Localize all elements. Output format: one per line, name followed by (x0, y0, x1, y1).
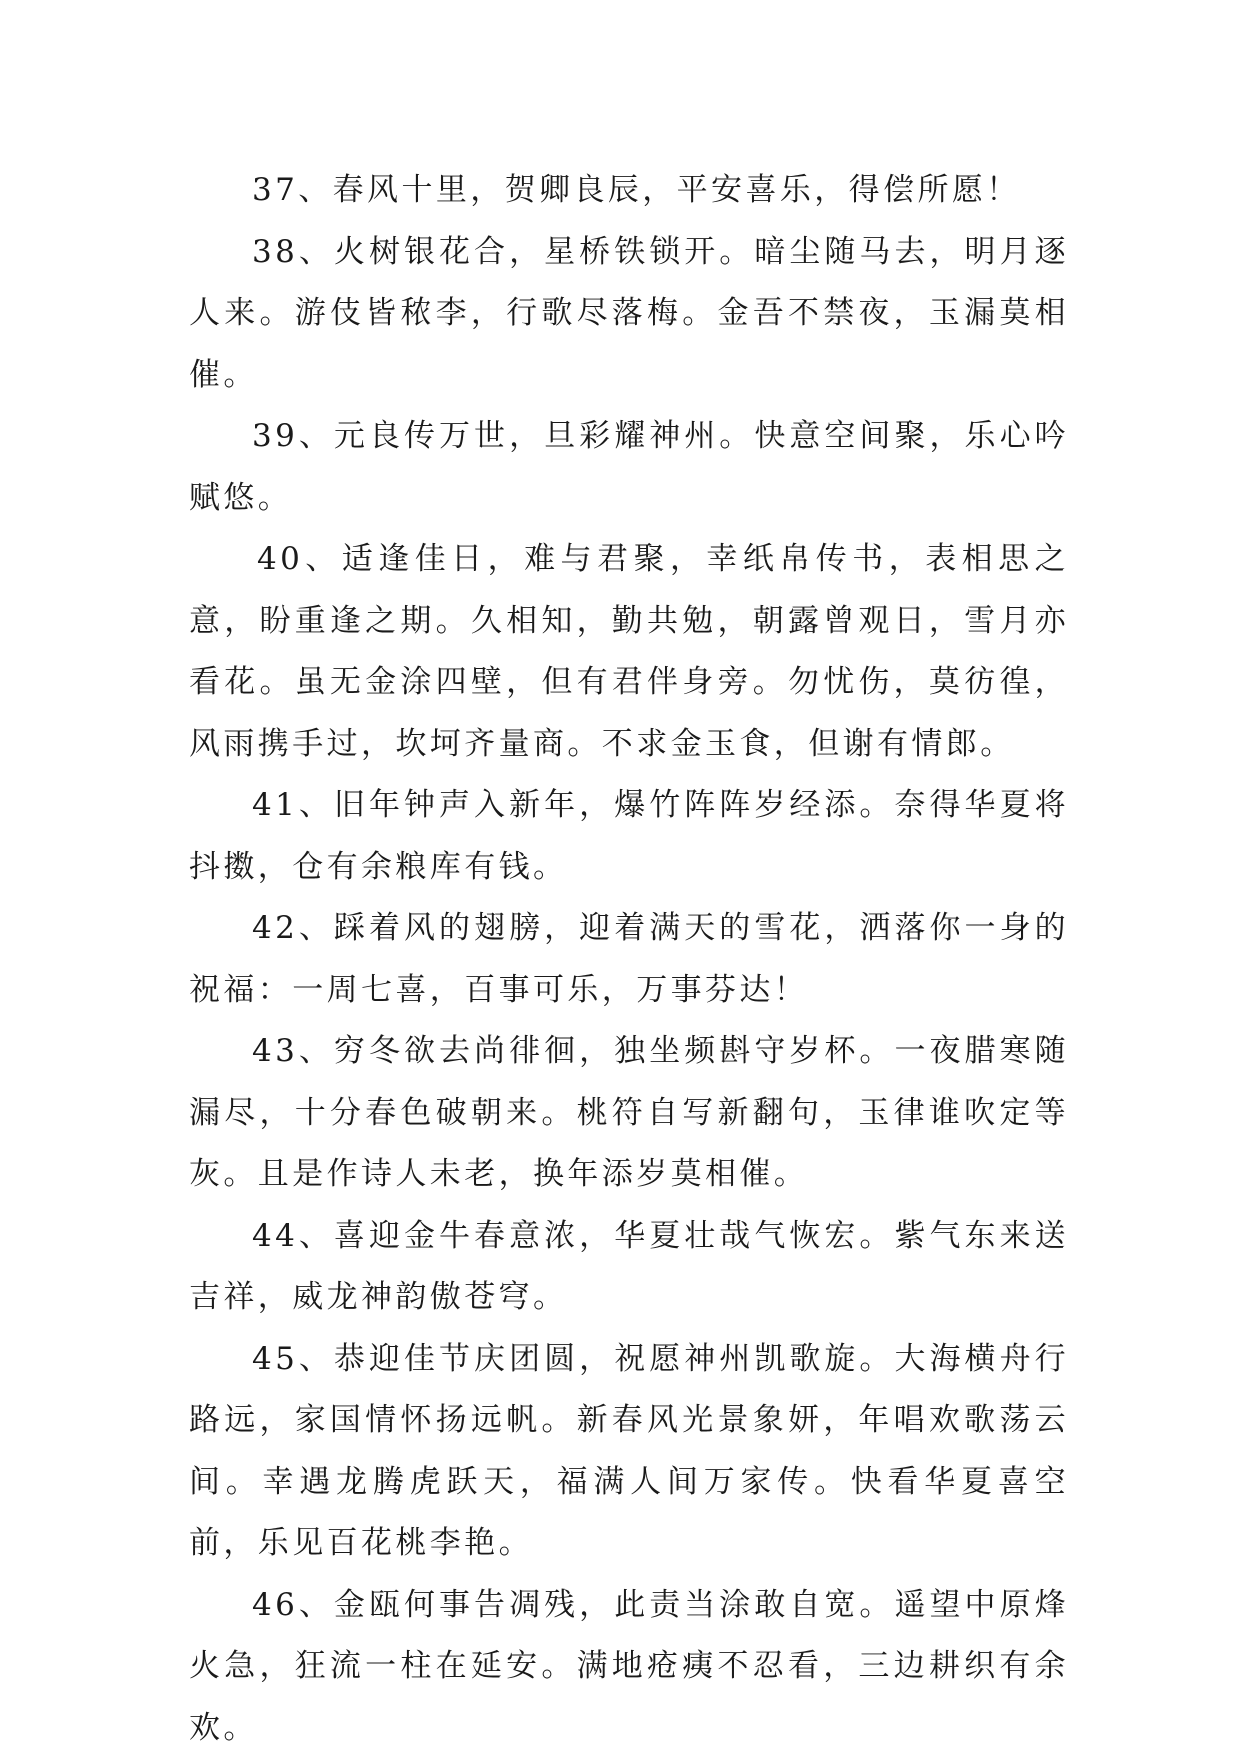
paragraph-45: 45、恭迎佳节庆团圆，祝愿神州凯歌旋。大海横舟行路远，家国情怀扬远帆。新春风光景象妍，年唱欢歌荡云间。幸遇龙腾虎跃天，福满人间万家传。快看华夏喜空前，乐见百花桃李艳。 (189, 1329, 1069, 1575)
paragraph-41: 41、旧年钟声入新年，爆竹阵阵岁经添。奈得华夏将抖擞，仓有余粮库有钱。 (189, 775, 1069, 898)
document-body (189, 160, 1069, 1759)
paragraph-44: 44、喜迎金牛春意浓，华夏壮哉气恢宏。紫气东来送吉祥，威龙神韵傲苍穹。 (189, 1206, 1069, 1329)
paragraph-38: 38、火树银花合，星桥铁锁开。暗尘随马去，明月逐人来。游伎皆秾李，行歌尽落梅。金吾不禁夜，玉漏莫相催。 (189, 222, 1069, 407)
paragraph-46: 46、金瓯何事告凋残，此责当涂敢自宽。遥望中原烽火急，狂流一柱在延安。满地疮痍不忍看，三边耕织有余欢。 (189, 1575, 1069, 1759)
paragraph-40: 40、适逢佳日，难与君聚，幸纸帛传书，表相思之意，盼重逢之期。久相知，勤共勉，朝露曾观日，雪月亦看花。虽无金涂四壁，但有君伴身旁。勿忧伤，莫彷徨，风雨携手过，坎坷齐量商。不求金玉食，但谢有情郎。 (189, 529, 1069, 775)
paragraph-37: 37、春风十里，贺卿良辰，平安喜乐，得偿所愿！ (189, 160, 1069, 222)
paragraph-39: 39、元良传万世，旦彩耀神州。快意空间聚，乐心吟赋悠。 (189, 406, 1069, 529)
paragraph-42: 42、踩着风的翅膀，迎着满天的雪花，洒落你一身的祝福：一周七喜，百事可乐，万事芬达！ (189, 898, 1069, 1021)
paragraph-43: 43、穷冬欲去尚徘徊，独坐频斟守岁杯。一夜腊寒随漏尽，十分春色破朝来。桃符自写新翻句，玉律谁吹定等灰。且是作诗人未老，换年添岁莫相催。 (189, 1021, 1069, 1206)
